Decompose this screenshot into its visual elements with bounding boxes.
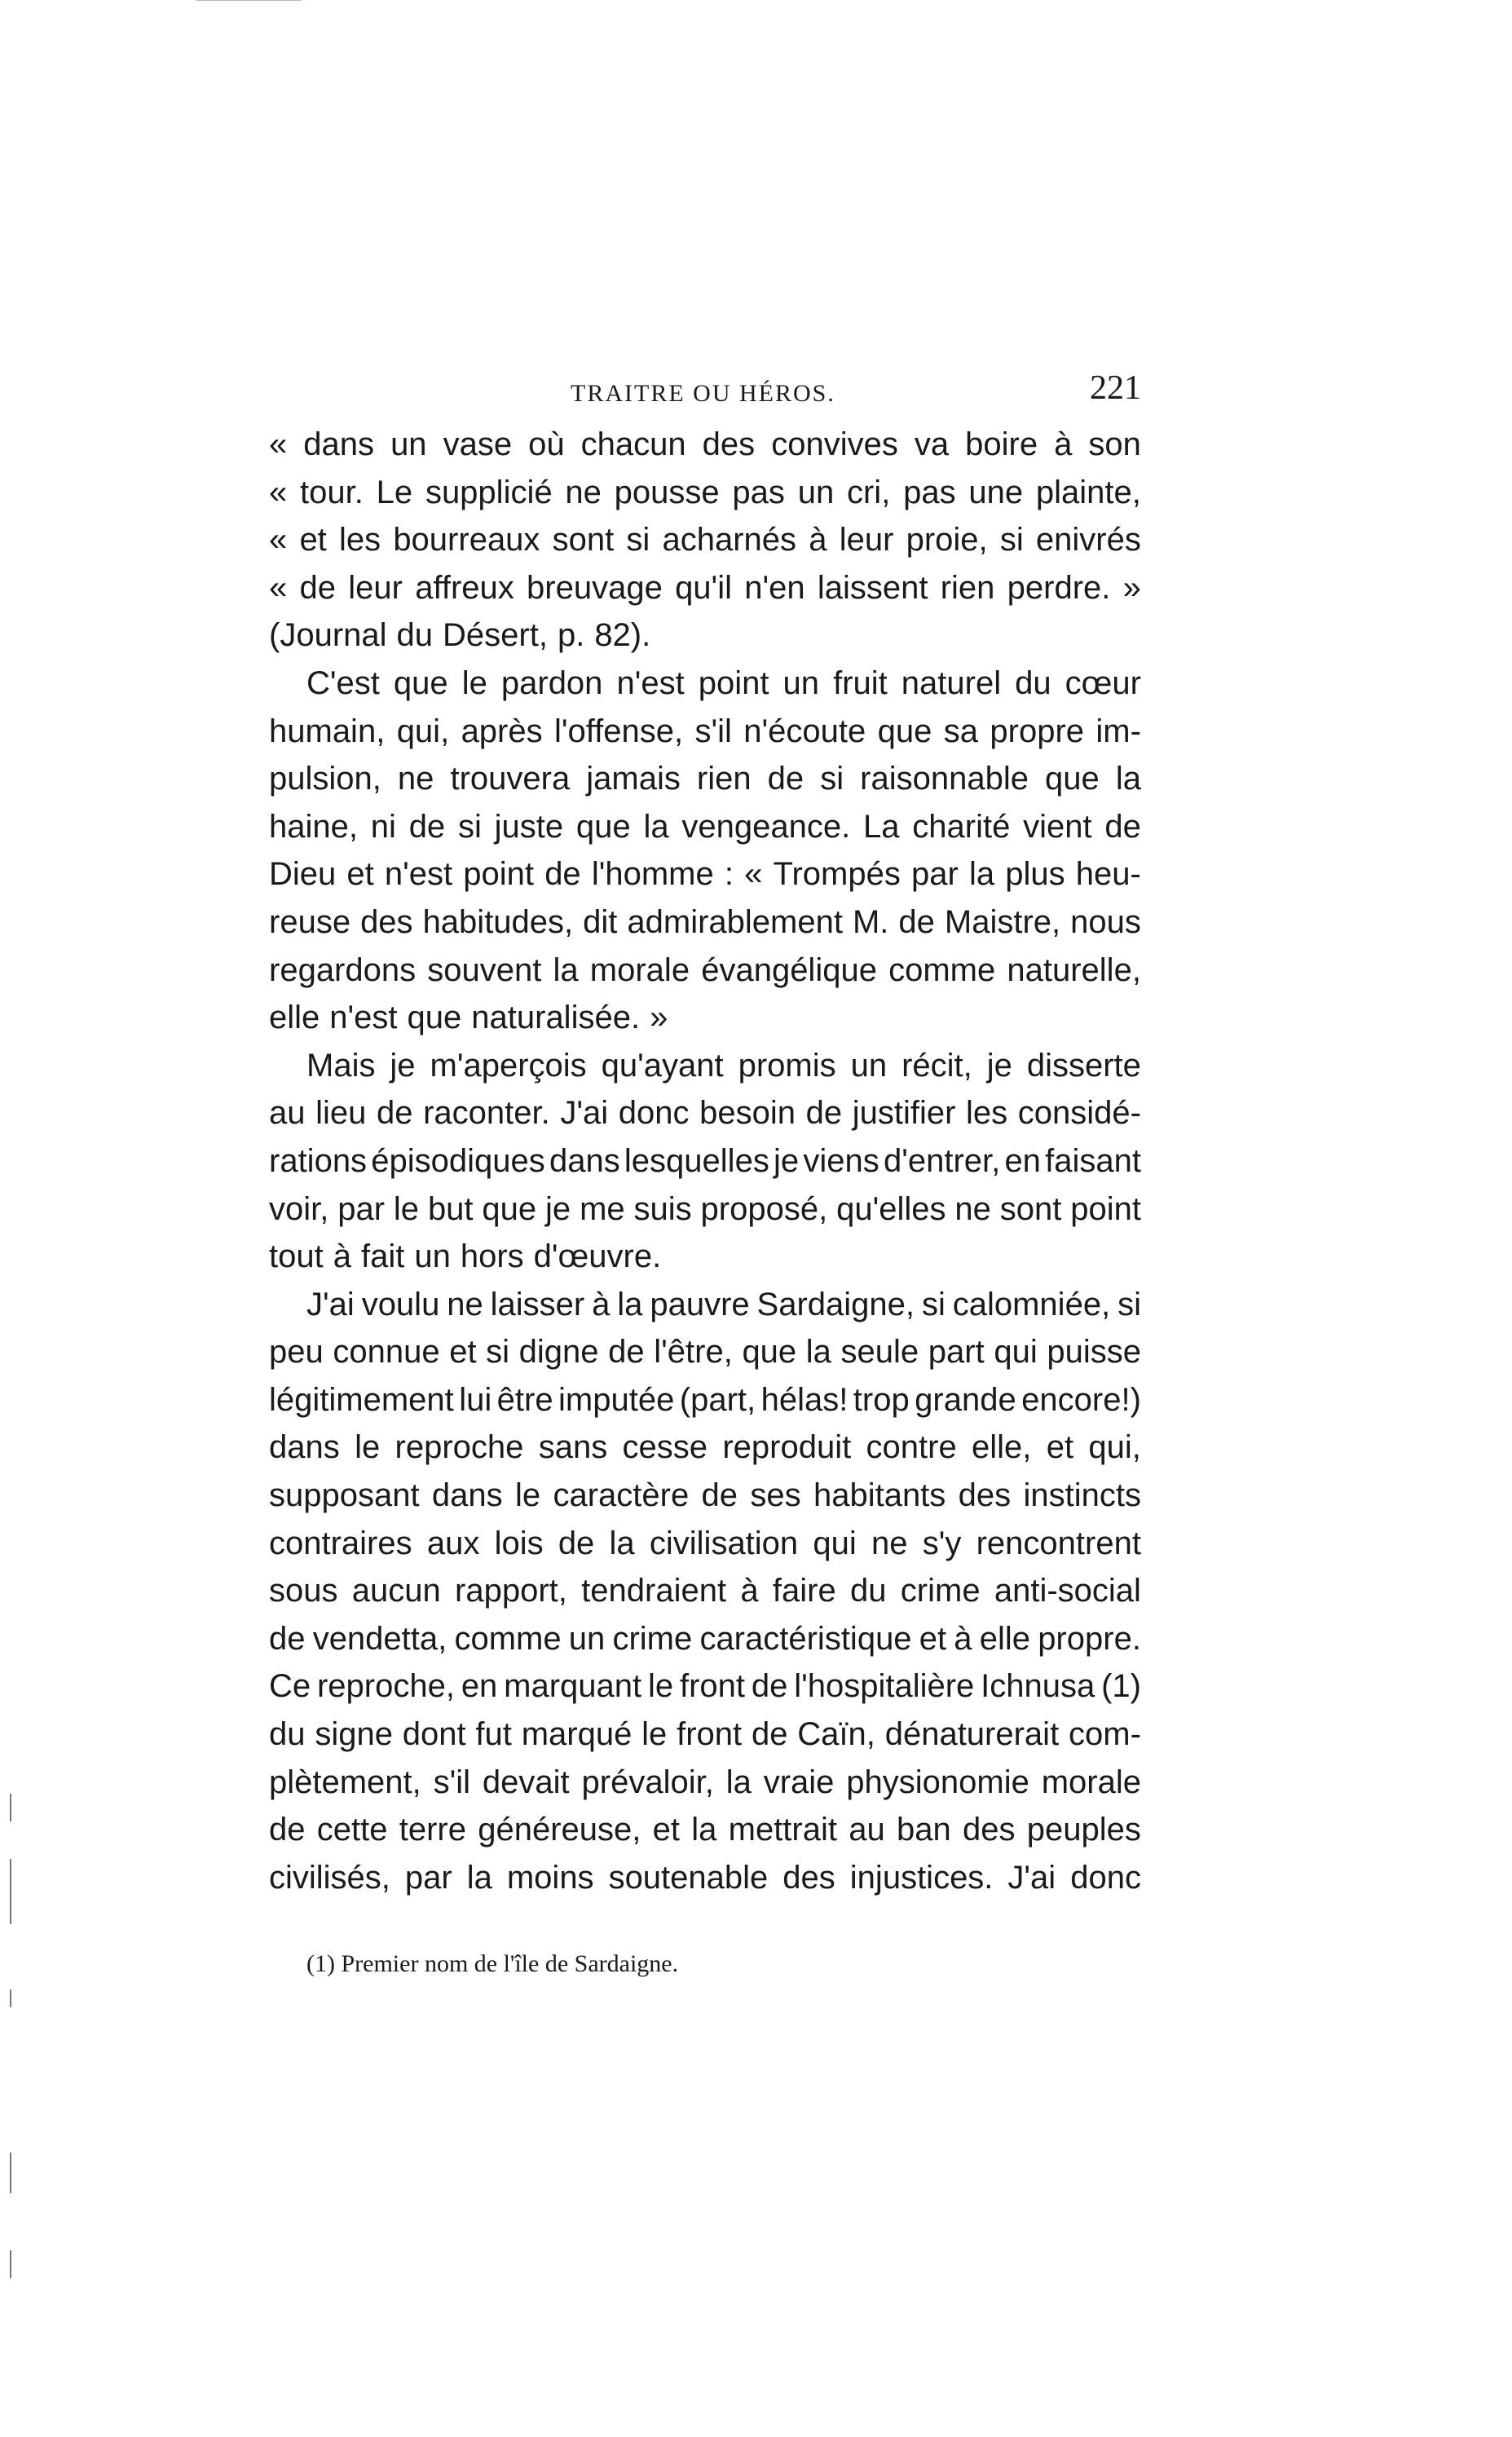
running-title: TRAITRE OU HÉROS. xyxy=(571,380,835,407)
text-line: de cette terre généreuse, et la mettrait au ban des peuples xyxy=(269,1812,1141,1848)
text-line: « de leur affreux breuvage qu'il n'en laissent rien perdre. » xyxy=(269,569,1141,606)
text-line: de vendetta, comme un crime caractéristique et à elle propre. xyxy=(269,1620,1141,1657)
text-line: du signe dont fut marqué le front de Caïn, dénaturerait com- xyxy=(269,1716,1141,1753)
scan-edge-mark xyxy=(10,2152,11,2193)
page-number: 221 xyxy=(1090,369,1141,407)
text-line: haine, ni de si juste que la vengeance. La charité vient de xyxy=(269,808,1141,845)
text-line: elle n'est que naturalisée. » xyxy=(269,1000,668,1036)
scan-edge-mark xyxy=(10,1794,11,1821)
footnote: (1) Premier nom de l'île de Sardaigne. xyxy=(306,1950,679,1977)
text-line: J'ai voulu ne laisser à la pauvre Sardaigne, si calomniée, si xyxy=(306,1286,1141,1322)
text-line: regardons souvent la morale évangélique comme naturelle, xyxy=(269,951,1141,988)
scan-edge-mark xyxy=(10,1859,11,1924)
text-line: reuse des habitudes, dit admirablement M. de Maistre, nous xyxy=(269,903,1141,940)
text-line: (Journal du Désert, p. 82). xyxy=(269,617,651,654)
text-line: pulsion, ne trouvera jamais rien de si raisonnable que la xyxy=(269,761,1141,797)
scan-edge-mark xyxy=(10,2250,11,2278)
running-head xyxy=(269,369,1141,409)
text-line: Dieu et n'est point de l'homme : « Trompés par la plus heu- xyxy=(269,856,1141,893)
text-line: peu connue et si digne de l'être, que la seule part qui puisse xyxy=(269,1334,1141,1371)
text-line: C'est que le pardon n'est point un fruit naturel du cœur xyxy=(306,664,1141,701)
text-line: au lieu de raconter. J'ai donc besoin de justifier les considé- xyxy=(269,1095,1141,1132)
text-line: légitimement lui être imputée (part, hélas! trop grande encore!) xyxy=(269,1381,1141,1418)
body-text xyxy=(269,421,1141,1901)
scan-edge-mark xyxy=(10,1989,11,2007)
text-line: « tour. Le supplicié ne pousse pas un cri, pas une plainte, xyxy=(269,474,1141,510)
text-line: dans le reproche sans cesse reproduit contre elle, et qui, xyxy=(269,1429,1141,1466)
text-line: voir, par le but que je me suis proposé, qu'elles ne sont point xyxy=(269,1190,1141,1227)
text-line: rations épisodiques dans lesquelles je viens d'entrer, en faisant xyxy=(269,1142,1141,1179)
text-line: humain, qui, après l'offense, s'il n'écoute que sa propre im- xyxy=(269,713,1141,749)
text-line: Ce reproche, en marquant le front de l'hospitalière Ichnusa (1) xyxy=(269,1668,1141,1705)
text-line: Mais je m'aperçois qu'ayant promis un récit, je disserte xyxy=(306,1047,1141,1084)
text-line: civilisés, par la moins soutenable des injustices. J'ai donc xyxy=(269,1859,1141,1896)
text-line: contraires aux lois de la civilisation qui ne s'y rencontrent xyxy=(269,1525,1141,1561)
scan-artifact-line xyxy=(196,0,302,1)
text-line: « dans un vase où chacun des convives va boire à son xyxy=(269,426,1141,462)
text-line: sous aucun rapport, tendraient à faire du crime anti-social xyxy=(269,1573,1141,1609)
text-line: « et les bourreaux sont si acharnés à leur proie, si enivrés xyxy=(269,522,1141,558)
text-line: tout à fait un hors d'œuvre. xyxy=(269,1238,662,1275)
text-line: supposant dans le caractère de ses habitants des instincts xyxy=(269,1477,1141,1514)
text-line: plètement, s'il devait prévaloir, la vraie physionomie morale xyxy=(269,1764,1141,1800)
